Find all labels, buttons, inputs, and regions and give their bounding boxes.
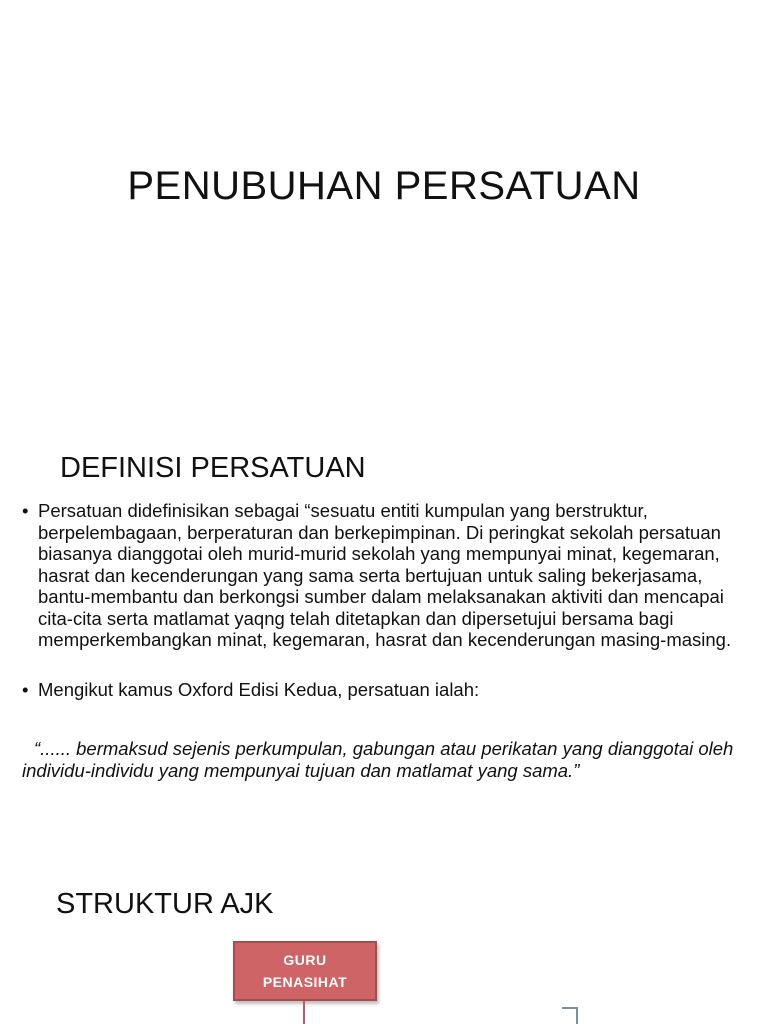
- bullet-icon: •: [22, 500, 29, 521]
- bullet-icon: •: [22, 678, 29, 700]
- list-item: [22, 500, 742, 651]
- page-title: PENUBUHAN PERSATUAN: [127, 164, 641, 208]
- org-chart-box-guru-penasihat: [233, 941, 377, 1001]
- org-box-line2: PENASIHAT: [262, 974, 348, 990]
- section-heading-definisi: DEFINISI PERSATUAN: [60, 452, 366, 484]
- slide-title: [0, 0, 768, 420]
- bullet-text: Mengikut kamus Oxford Edisi Kedua, persatuan ialah:: [38, 678, 480, 700]
- org-connector-line: [303, 1001, 305, 1024]
- oxford-quote: “...... bermaksud sejenis perkumpulan, gabungan atau perikatan yang dianggotai oleh individu-individu yang mempunyai tujuan dan matlamat yang sama.”: [22, 738, 734, 781]
- org-box-line1: GURU: [283, 952, 327, 968]
- list-item: [22, 679, 742, 701]
- slide-definisi: [0, 440, 768, 840]
- slide-struktur: [0, 870, 768, 1024]
- org-bracket-line: [562, 1007, 578, 1024]
- section-heading-struktur: STRUKTUR AJK: [56, 888, 274, 920]
- bullet-text: Persatuan didefinisikan sebagai “sesuatu entiti kumpulan yang berstruktur, berpelembagaan, berperaturan dan berkepimpinan. Di peringkat sekolah persatuan biasanya dianggotai oleh murid-murid sekolah yang mempunyai minat, kegemaran, hasrat dan kecenderungan yang sama serta bertujuan untuk saling bekerjasama, bantu-membantu dan berkongsi sumber dalam melaksanakan aktiviti dan mencapai cita-cita serta matlamat yaqng telah ditetapkan dan dipersetujui bersama bagi memperkembangkan minat, kegemaran, hasrat dan kecenderungan masing-masing.: [38, 500, 732, 650]
- definition-list: [22, 500, 742, 728]
